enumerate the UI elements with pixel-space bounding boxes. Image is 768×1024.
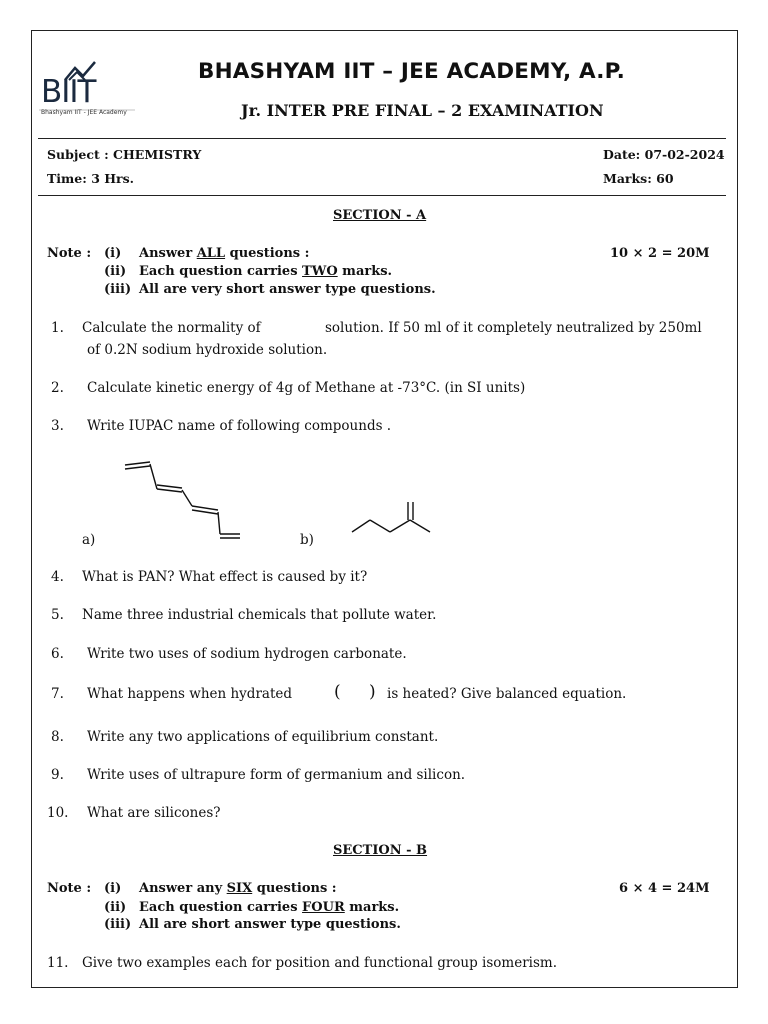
exam-time: Time: 3 Hrs. bbox=[47, 171, 135, 186]
question-number: 9. bbox=[51, 767, 64, 783]
bracket: ( bbox=[334, 682, 341, 702]
exam-date: Date: 07-02-2024 bbox=[603, 147, 725, 162]
note-label: Note : bbox=[47, 246, 92, 261]
note-instruction: Each question carries FOUR marks. bbox=[139, 900, 400, 915]
logo-text: BIIT bbox=[41, 74, 96, 110]
exam-title: Jr. INTER PRE FINAL – 2 EXAMINATION bbox=[241, 101, 604, 120]
note-num: (iii) bbox=[104, 282, 132, 297]
note-instruction: All are short answer type questions. bbox=[139, 917, 401, 932]
total-marks: Marks: 60 bbox=[603, 171, 674, 186]
divider bbox=[38, 195, 726, 196]
question-number: 2. bbox=[51, 380, 64, 396]
question-text: solution. If 50 ml of it completely neutralized by 250ml bbox=[325, 320, 702, 336]
structure-a-drawing bbox=[120, 455, 250, 545]
note-label: Note : bbox=[47, 881, 92, 896]
section-marks: 6 × 4 = 24M bbox=[619, 881, 710, 896]
logo-subtext: Bhashyam IIT - JEE Academy bbox=[41, 109, 127, 116]
question-text: What happens when hydrated bbox=[87, 686, 293, 702]
question-text: is heated? Give balanced equation. bbox=[387, 686, 627, 702]
question-text: of 0.2N sodium hydroxide solution. bbox=[87, 342, 328, 358]
option-label: b) bbox=[300, 532, 314, 548]
question-number: 10. bbox=[47, 805, 69, 821]
question-number: 7. bbox=[51, 686, 64, 702]
bracket: ) bbox=[369, 682, 376, 702]
question-text: Write IUPAC name of following compounds . bbox=[87, 418, 392, 434]
note-instruction: All are very short answer type questions. bbox=[139, 282, 436, 297]
question-text: Calculate the normality of bbox=[82, 320, 261, 336]
academy-name: BHASHYAM IIT – JEE ACADEMY, A.P. bbox=[198, 59, 626, 84]
note-num: (ii) bbox=[104, 900, 127, 915]
subject-label: Subject : CHEMISTRY bbox=[47, 147, 202, 162]
question-text: Name three industrial chemicals that pollute water. bbox=[82, 607, 437, 623]
note-num: (ii) bbox=[104, 264, 127, 279]
section-b-title: SECTION - B bbox=[333, 843, 428, 858]
question-number: 6. bbox=[51, 646, 64, 662]
question-number: 4. bbox=[51, 569, 64, 585]
question-text: Write uses of ultrapure form of germanium and silicon. bbox=[87, 767, 466, 783]
question-number: 8. bbox=[51, 729, 64, 745]
question-number: 5. bbox=[51, 607, 64, 623]
question-number: 11. bbox=[47, 955, 69, 971]
question-text: Give two examples each for position and functional group isomerism. bbox=[82, 955, 558, 971]
note-num: (iii) bbox=[104, 917, 132, 932]
note-instruction: Answer any SIX questions : bbox=[139, 881, 337, 896]
note-instruction: Answer ALL questions : bbox=[139, 246, 310, 261]
question-text: What is PAN? What effect is caused by it? bbox=[82, 569, 368, 585]
divider bbox=[38, 138, 726, 139]
question-number: 3. bbox=[51, 418, 64, 434]
note-num: (i) bbox=[104, 881, 122, 896]
question-number: 1. bbox=[51, 320, 64, 336]
question-text: Write two uses of sodium hydrogen carbonate. bbox=[87, 646, 407, 662]
note-num: (i) bbox=[104, 246, 122, 261]
question-text: What are silicones? bbox=[87, 805, 221, 821]
structure-b-drawing bbox=[348, 500, 438, 540]
section-marks: 10 × 2 = 20M bbox=[610, 246, 710, 261]
question-text: Write any two applications of equilibrium constant. bbox=[87, 729, 439, 745]
section-a-title: SECTION - A bbox=[333, 208, 427, 223]
academy-logo bbox=[39, 60, 135, 120]
option-label: a) bbox=[82, 532, 96, 548]
question-text: Calculate kinetic energy of 4g of Methane at -73°C. (in SI units) bbox=[87, 380, 526, 396]
note-instruction: Each question carries TWO marks. bbox=[139, 264, 393, 279]
